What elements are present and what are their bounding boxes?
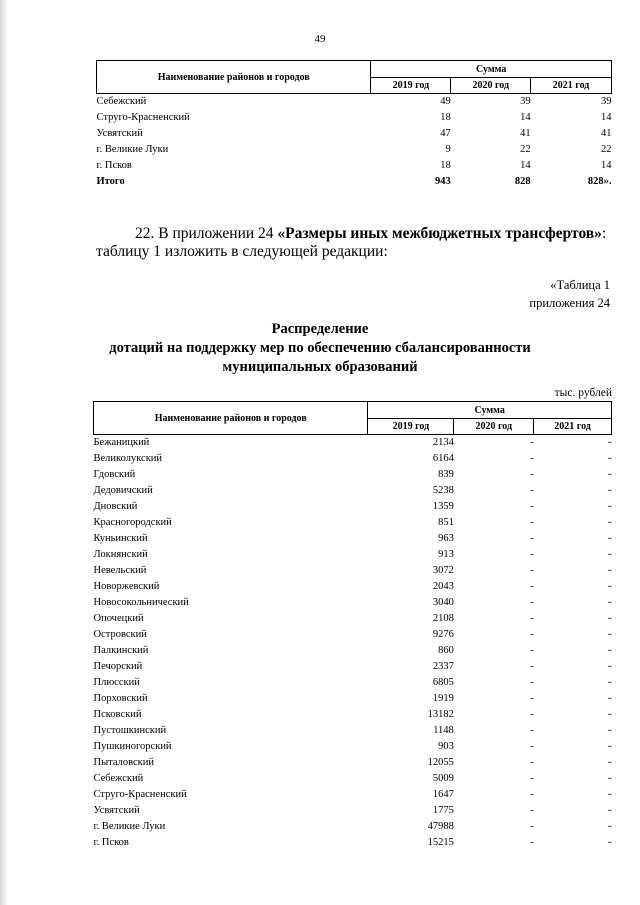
table-row	[97, 110, 612, 126]
table-row	[94, 787, 612, 803]
column-header-2019: 2019 год	[368, 419, 454, 435]
value-2020: -	[530, 693, 534, 704]
value-2019: 47988	[427, 821, 454, 832]
table-row	[94, 739, 612, 755]
value-2020: -	[530, 501, 534, 512]
region-name: г. Псков	[93, 837, 129, 848]
value-2019: 943	[435, 176, 451, 187]
table-row	[94, 723, 612, 739]
value-2021: 39	[601, 96, 612, 107]
title-line-3: муниципальных образований	[222, 359, 418, 375]
value-2020: -	[530, 517, 534, 528]
value-2020: -	[530, 789, 534, 800]
value-2021: -	[608, 821, 612, 832]
value-2019: 6164	[432, 453, 454, 464]
table-row	[94, 691, 612, 707]
value-2020: -	[530, 533, 534, 544]
page-number: 49	[314, 33, 326, 45]
region-name: Усвятский	[93, 805, 140, 816]
paragraph-tail: :	[601, 225, 607, 242]
value-2020: 41	[520, 128, 531, 139]
value-2021: -	[608, 453, 612, 464]
region-name: Струго-Красненский	[96, 112, 190, 123]
region-name: Островский	[93, 629, 147, 640]
region-name: Дновский	[93, 501, 138, 512]
table-title	[0, 320, 640, 377]
column-header-2020: 2020 год	[454, 419, 534, 435]
value-2021: -	[608, 645, 612, 656]
table-body	[97, 94, 612, 191]
value-2019: 963	[438, 533, 454, 544]
table-row	[94, 435, 612, 452]
table-row	[94, 803, 612, 819]
value-2020: -	[530, 741, 534, 752]
value-2019: 6805	[432, 677, 454, 688]
region-name: Великолукский	[93, 453, 163, 464]
table-row	[94, 659, 612, 675]
title-line-1: Распределение	[271, 321, 369, 337]
table-row	[94, 595, 612, 611]
table-reference-line-2: приложения 24	[529, 296, 610, 310]
amendment-paragraph	[135, 224, 615, 243]
column-header-2021: 2021 год	[531, 78, 612, 94]
value-2019: 1359	[432, 501, 454, 512]
table-distribution	[93, 401, 612, 851]
paragraph-lead: 22. В приложении 24	[135, 225, 278, 242]
paragraph-bold-title: «Размеры иных межбюджетных трансфертов»	[277, 225, 602, 242]
value-2019: 1148	[433, 725, 454, 736]
value-2021: -	[608, 805, 612, 816]
value-2020: -	[530, 661, 534, 672]
value-2019: 839	[438, 469, 454, 480]
table-row	[94, 579, 612, 595]
table-row	[94, 755, 612, 771]
value-2019: 903	[438, 741, 454, 752]
region-name: Куньинский	[93, 533, 148, 544]
value-2021: -	[608, 437, 612, 448]
table-row	[94, 611, 612, 627]
value-2019: 15215	[427, 837, 454, 848]
value-2020: -	[530, 677, 534, 688]
value-2020: -	[530, 565, 534, 576]
value-2020: 22	[520, 144, 531, 155]
table-row	[94, 531, 612, 547]
value-2019: 5009	[432, 773, 454, 784]
value-2021: 14	[601, 112, 612, 123]
value-2020: -	[530, 773, 534, 784]
column-header-2019: 2019 год	[371, 78, 451, 94]
value-2019: 13182	[427, 709, 454, 720]
value-2021: 828».	[587, 176, 612, 187]
value-2019: 3072	[432, 565, 454, 576]
region-name: Усвятский	[96, 128, 143, 139]
value-2019: 9276	[432, 629, 454, 640]
value-2020: -	[530, 645, 534, 656]
region-name: Струго-Красненский	[93, 789, 187, 800]
value-2019: 1775	[432, 805, 454, 816]
value-2020: -	[530, 837, 534, 848]
value-2021: 22	[601, 144, 612, 155]
value-2019: 2337	[432, 661, 454, 672]
value-2019: 2108	[432, 613, 454, 624]
value-2021: -	[608, 661, 612, 672]
region-name: Невельский	[93, 565, 147, 576]
column-header-sum: Сумма	[368, 402, 612, 419]
value-2021: 14	[601, 160, 612, 171]
paragraph-line-2: таблицу 1 изложить в следующей редакции:	[96, 243, 388, 260]
table-row	[94, 771, 612, 787]
table-row	[94, 563, 612, 579]
value-2019: 47	[440, 128, 451, 139]
region-name: Пустошкинский	[93, 725, 167, 736]
region-name: Порховский	[93, 693, 148, 704]
value-2021: -	[608, 709, 612, 720]
region-name: Дедовичский	[93, 485, 153, 496]
units-label: тыс. рублей	[554, 387, 612, 399]
region-name: г. Псков	[96, 160, 132, 171]
value-2019: 9	[445, 144, 451, 155]
table-row	[94, 451, 612, 467]
table-reference-line-1: «Таблица 1	[550, 278, 610, 292]
table-row	[97, 142, 612, 158]
value-2020: -	[530, 549, 534, 560]
table-row	[94, 675, 612, 691]
region-name: Себежский	[93, 773, 144, 784]
value-2020: -	[530, 581, 534, 592]
value-2021: -	[608, 613, 612, 624]
region-name: Пыталовский	[93, 757, 154, 768]
region-name: Псковский	[93, 709, 142, 720]
table-row	[94, 499, 612, 515]
region-name: Пушкиногорский	[93, 741, 172, 752]
column-header-name: Наименование районов и городов	[97, 61, 371, 94]
table-row	[94, 515, 612, 531]
table-reference	[529, 276, 610, 312]
table-row	[97, 126, 612, 142]
value-2020: -	[530, 725, 534, 736]
value-2021: -	[608, 757, 612, 768]
region-name: Печорский	[93, 661, 143, 672]
value-2020: -	[530, 629, 534, 640]
region-name: Палкинский	[93, 645, 149, 656]
value-2020: -	[530, 453, 534, 464]
column-header-sum: Сумма	[371, 61, 612, 78]
region-name: Итого	[96, 176, 125, 187]
column-header-name: Наименование районов и городов	[94, 402, 368, 435]
table-row	[97, 94, 612, 111]
region-name: Новоржевский	[93, 581, 160, 592]
column-header-2021: 2021 год	[534, 419, 612, 435]
region-name: г. Великие Луки	[93, 821, 166, 832]
value-2020: -	[530, 469, 534, 480]
value-2021: -	[608, 837, 612, 848]
value-2020: 14	[520, 112, 531, 123]
value-2021: -	[608, 549, 612, 560]
value-2021: -	[608, 725, 612, 736]
region-name: г. Великие Луки	[96, 144, 169, 155]
value-2019: 2134	[432, 437, 454, 448]
table-body	[94, 435, 612, 852]
value-2020: -	[530, 757, 534, 768]
table-row	[94, 835, 612, 851]
table-row	[94, 627, 612, 643]
region-name: Опочецкий	[93, 613, 144, 624]
value-2021: -	[608, 501, 612, 512]
value-2021: -	[608, 533, 612, 544]
value-2019: 1919	[432, 693, 454, 704]
value-2019: 3040	[432, 597, 454, 608]
value-2020: -	[530, 709, 534, 720]
value-2019: 12055	[427, 757, 454, 768]
table-row	[97, 174, 612, 190]
value-2020: -	[530, 613, 534, 624]
value-2019: 1647	[432, 789, 454, 800]
value-2021: -	[608, 565, 612, 576]
table-row	[94, 643, 612, 659]
value-2021: -	[608, 469, 612, 480]
value-2019: 18	[440, 160, 451, 171]
value-2019: 2043	[432, 581, 454, 592]
table-continuation	[96, 60, 612, 190]
value-2020: 828	[514, 176, 531, 187]
value-2020: -	[530, 485, 534, 496]
table-row	[94, 483, 612, 499]
value-2021: -	[608, 677, 612, 688]
value-2021: -	[608, 629, 612, 640]
region-name: Плюсский	[93, 677, 140, 688]
value-2021: 41	[601, 128, 612, 139]
value-2020: -	[530, 805, 534, 816]
value-2020: 14	[520, 160, 531, 171]
table-row	[94, 819, 612, 835]
table-row	[94, 707, 612, 723]
region-name: Новосокольнический	[93, 597, 189, 608]
value-2021: -	[608, 741, 612, 752]
value-2021: -	[608, 485, 612, 496]
value-2020: -	[530, 437, 534, 448]
value-2021: -	[608, 517, 612, 528]
region-name: Бежаницкий	[93, 437, 150, 448]
value-2021: -	[608, 773, 612, 784]
table-row	[94, 547, 612, 563]
table-row	[97, 158, 612, 174]
region-name: Гдовский	[93, 469, 136, 480]
region-name: Локнянский	[93, 549, 148, 560]
value-2020: -	[530, 821, 534, 832]
value-2021: -	[608, 581, 612, 592]
scan-edge	[0, 0, 8, 905]
value-2020: -	[530, 597, 534, 608]
column-header-2020: 2020 год	[451, 78, 531, 94]
value-2021: -	[608, 789, 612, 800]
value-2019: 913	[438, 549, 454, 560]
value-2021: -	[608, 693, 612, 704]
value-2020: 39	[520, 96, 531, 107]
table-row	[94, 467, 612, 483]
region-name: Себежский	[96, 96, 147, 107]
region-name: Красногородский	[93, 517, 172, 528]
value-2019: 851	[438, 517, 454, 528]
value-2019: 860	[438, 645, 454, 656]
title-line-2: дотаций на поддержку мер по обеспечению сбалансированности	[109, 340, 531, 356]
value-2019: 49	[440, 96, 451, 107]
value-2019: 5238	[432, 485, 454, 496]
value-2019: 18	[440, 112, 451, 123]
value-2021: -	[608, 597, 612, 608]
